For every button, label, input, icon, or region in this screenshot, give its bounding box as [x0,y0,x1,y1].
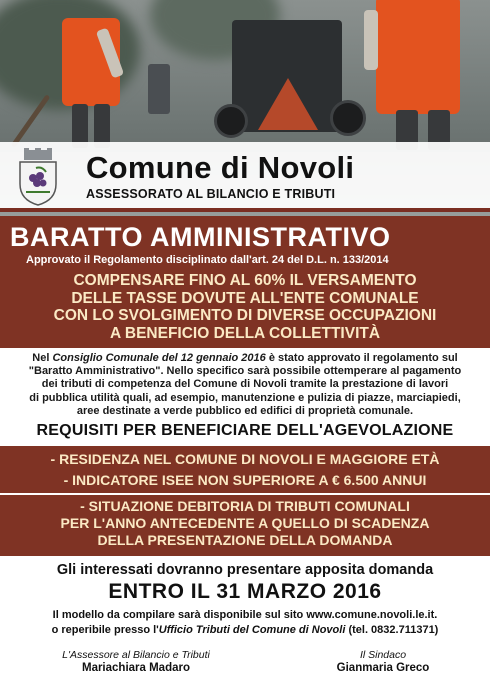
paragraph-text: Nel [32,352,53,364]
requisiti-block [0,446,490,556]
instructions-text: Gli interessati dovranno presentare apposita domanda [56,562,434,578]
paragraph-text: è stato approvato il regolamento sul [265,352,458,364]
banner-approved-note: Approvato il Regolamento disciplinato dall'art. 24 del D.L. n. 133/2014 [26,254,389,266]
divider [0,493,490,495]
signature-name: Gianmaria Greco [336,662,430,674]
requisito-line: - SITUAZIONE DEBITORIA DI TRIBUTI COMUNALI [80,498,410,514]
description-paragraph [8,352,482,418]
paragraph-line: aree destinate a verde pubblico ed edifici di proprietà comunale. [76,404,414,417]
worker-arm-right [364,10,378,70]
requisito-item [0,498,490,549]
municipal-crest-icon [16,148,60,206]
cart-wheel [330,100,366,136]
modello-text [0,608,490,638]
modello-italic: Ufficio Tributi del Comune di Novoli [158,624,346,636]
compensa-line: CON LO SVOLGIMENTO DI DIVERSE OCCUPAZIONI [53,307,437,324]
signature-name: Mariachiara Madaro [81,662,190,674]
requisiti-title: REQUISITI PER BENEFICIARE DELL'AGEVOLAZIONE [36,422,454,439]
cart-wheel [214,104,248,138]
banner-compensa-text [0,272,490,342]
signature-role: L'Assessore al Bilancio e Tributi [62,649,210,661]
paragraph-line: "Baratto Amministrativo". Nello specifico sarà possibile ottemperare al pagamento [28,365,462,378]
title-band [0,142,490,212]
modello-text-part: (tel. 0832.711371) [345,624,439,636]
banner-heading: BARATTO AMMINISTRATIVO [10,222,391,252]
page-subtitle: ASSESSORATO AL BILANCIO E TRIBUTI [86,187,336,201]
modello-text-part: o reperibile presso l' [51,624,159,636]
warning-triangle-icon [258,78,318,130]
requisito-line: DELLA PRESENTAZIONE DELLA DOMANDA [97,532,393,548]
compensa-line: COMPENSARE FINO AL 60% IL VERSAMENTO [73,272,417,289]
paragraph-line: dei tributi di competenza del Comune di Novoli tramite la prestazione di lavori [41,378,449,391]
distant-figure [148,64,170,114]
requisito-item: - INDICATORE ISEE NON SUPERIORE A € 6.500 ANNUI [63,472,427,488]
requisito-item: - RESIDENZA NEL COMUNE DI NOVOLI E MAGGIORE ETÀ [50,451,440,467]
compensa-line: A BENEFICIO DELLA COLLETTIVITÀ [109,324,381,342]
paragraph-italic: Consiglio Comunale del 12 gennaio 2016 [52,352,266,364]
modello-line [0,623,490,638]
requisito-line: PER L'ANNO ANTECEDENTE A QUELLO DI SCADENZA [60,515,430,531]
paragraph-line [8,352,482,365]
signature-sindaco [318,649,448,674]
compensa-line: DELLE TASSE DOVUTE ALL'ENTE COMUNALE [71,289,419,307]
modello-line: Il modello da compilare sarà disponibile sul sito www.comune.novoli.le.it. [52,609,438,621]
deadline-text: ENTRO IL 31 MARZO 2016 [108,580,382,603]
paragraph-line: di pubblica utilità quali, ad esempio, manutenzione e pulizia di piazze, marciapiedi, [29,391,461,404]
page-title: Comune di Novoli [86,150,355,185]
banner-block [0,216,490,348]
worker-vest-right [376,0,460,114]
signature-role: Il Sindaco [359,649,407,661]
signature-assessore [36,649,236,674]
